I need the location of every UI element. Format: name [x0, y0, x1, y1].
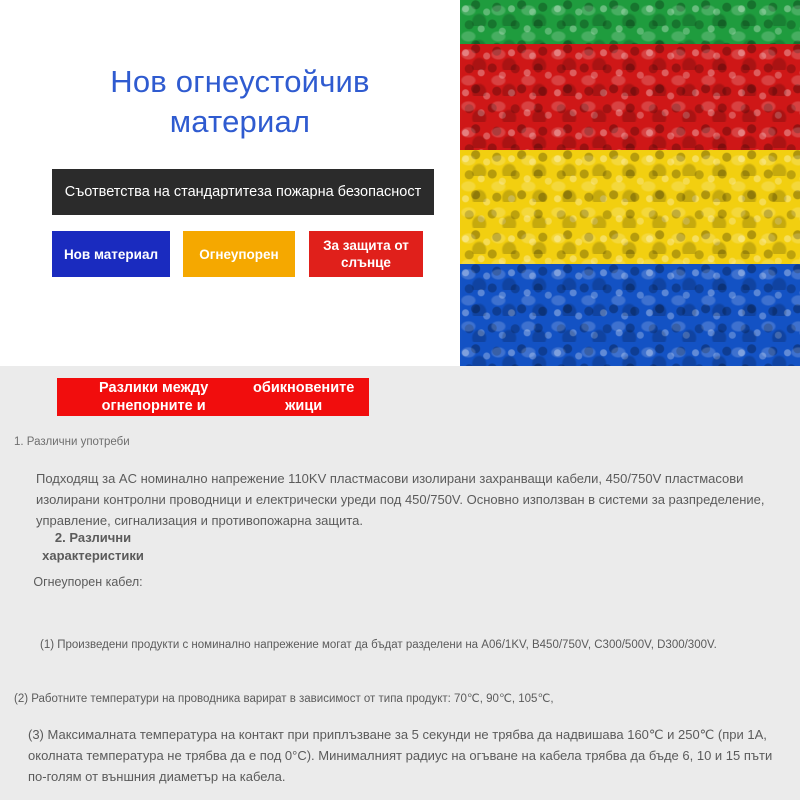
document-heading-line2: обикновените жици — [253, 380, 355, 414]
list-item-2: (2) Работните температури на проводника варират в зависимост от типа продукт: 70℃, 90℃, 105℃, — [14, 693, 554, 705]
hero-section — [0, 0, 800, 366]
list-item-1: (1) Произведени продукти с номинално напрежение могат да бъдат разделени на A06/1KV, B450/750V, C300/500V, D300/300V. — [40, 639, 717, 651]
page-title: Нов огнеустойчив материал — [110, 64, 370, 139]
document-section — [0, 366, 800, 800]
pellet-band-yellow — [460, 150, 800, 270]
standards-banner — [52, 169, 434, 215]
document-heading — [57, 378, 369, 416]
fire-resistant-cable-label: Огнеупорен кабел: — [33, 575, 143, 589]
standards-banner-line1: Съответства на стандартите — [64, 183, 258, 200]
pellets-photo — [460, 0, 800, 366]
list-item-3: (3) Максималната температура на контакт при приплъзване за 5 секунди не трябва да надвишава 160℃ и 250℃ (при 1A, околната температура не трябва да е под 0°C). Минималният радиус на огъване на кабела трябва да бъде 6, 10 и 15 пъти по-голям от външния диаметър на кабела. — [28, 727, 773, 784]
feature-chip-group — [52, 231, 437, 279]
chip-new-material[interactable]: Нов материал — [52, 231, 170, 277]
chip-sun-protection[interactable]: За защита от слънце — [309, 231, 423, 277]
section-2-title: 2. Различни характеристики — [42, 530, 144, 563]
document-heading-line1: Разлики между огнепорните и — [98, 380, 209, 414]
pellet-band-red — [460, 44, 800, 156]
section-1-paragraph: Подходящ за AC номинално напрежение 110KV пластмасови изолирани захранващи кабели, 450/750V пластмасови изолирани контролни проводници и електрически уреди под 450/750V. Основно използван в системи за разпределение, управление, сигнализация и противопожарна защита. — [36, 471, 765, 528]
section-1-title: 1. Различни употреби — [14, 436, 130, 448]
hero-left-panel — [0, 0, 460, 366]
pellet-band-blue — [460, 264, 800, 366]
standards-banner-line2: за пожарна безопасност — [257, 183, 422, 200]
chip-fire-resistant[interactable]: Огнеупорен — [183, 231, 295, 277]
